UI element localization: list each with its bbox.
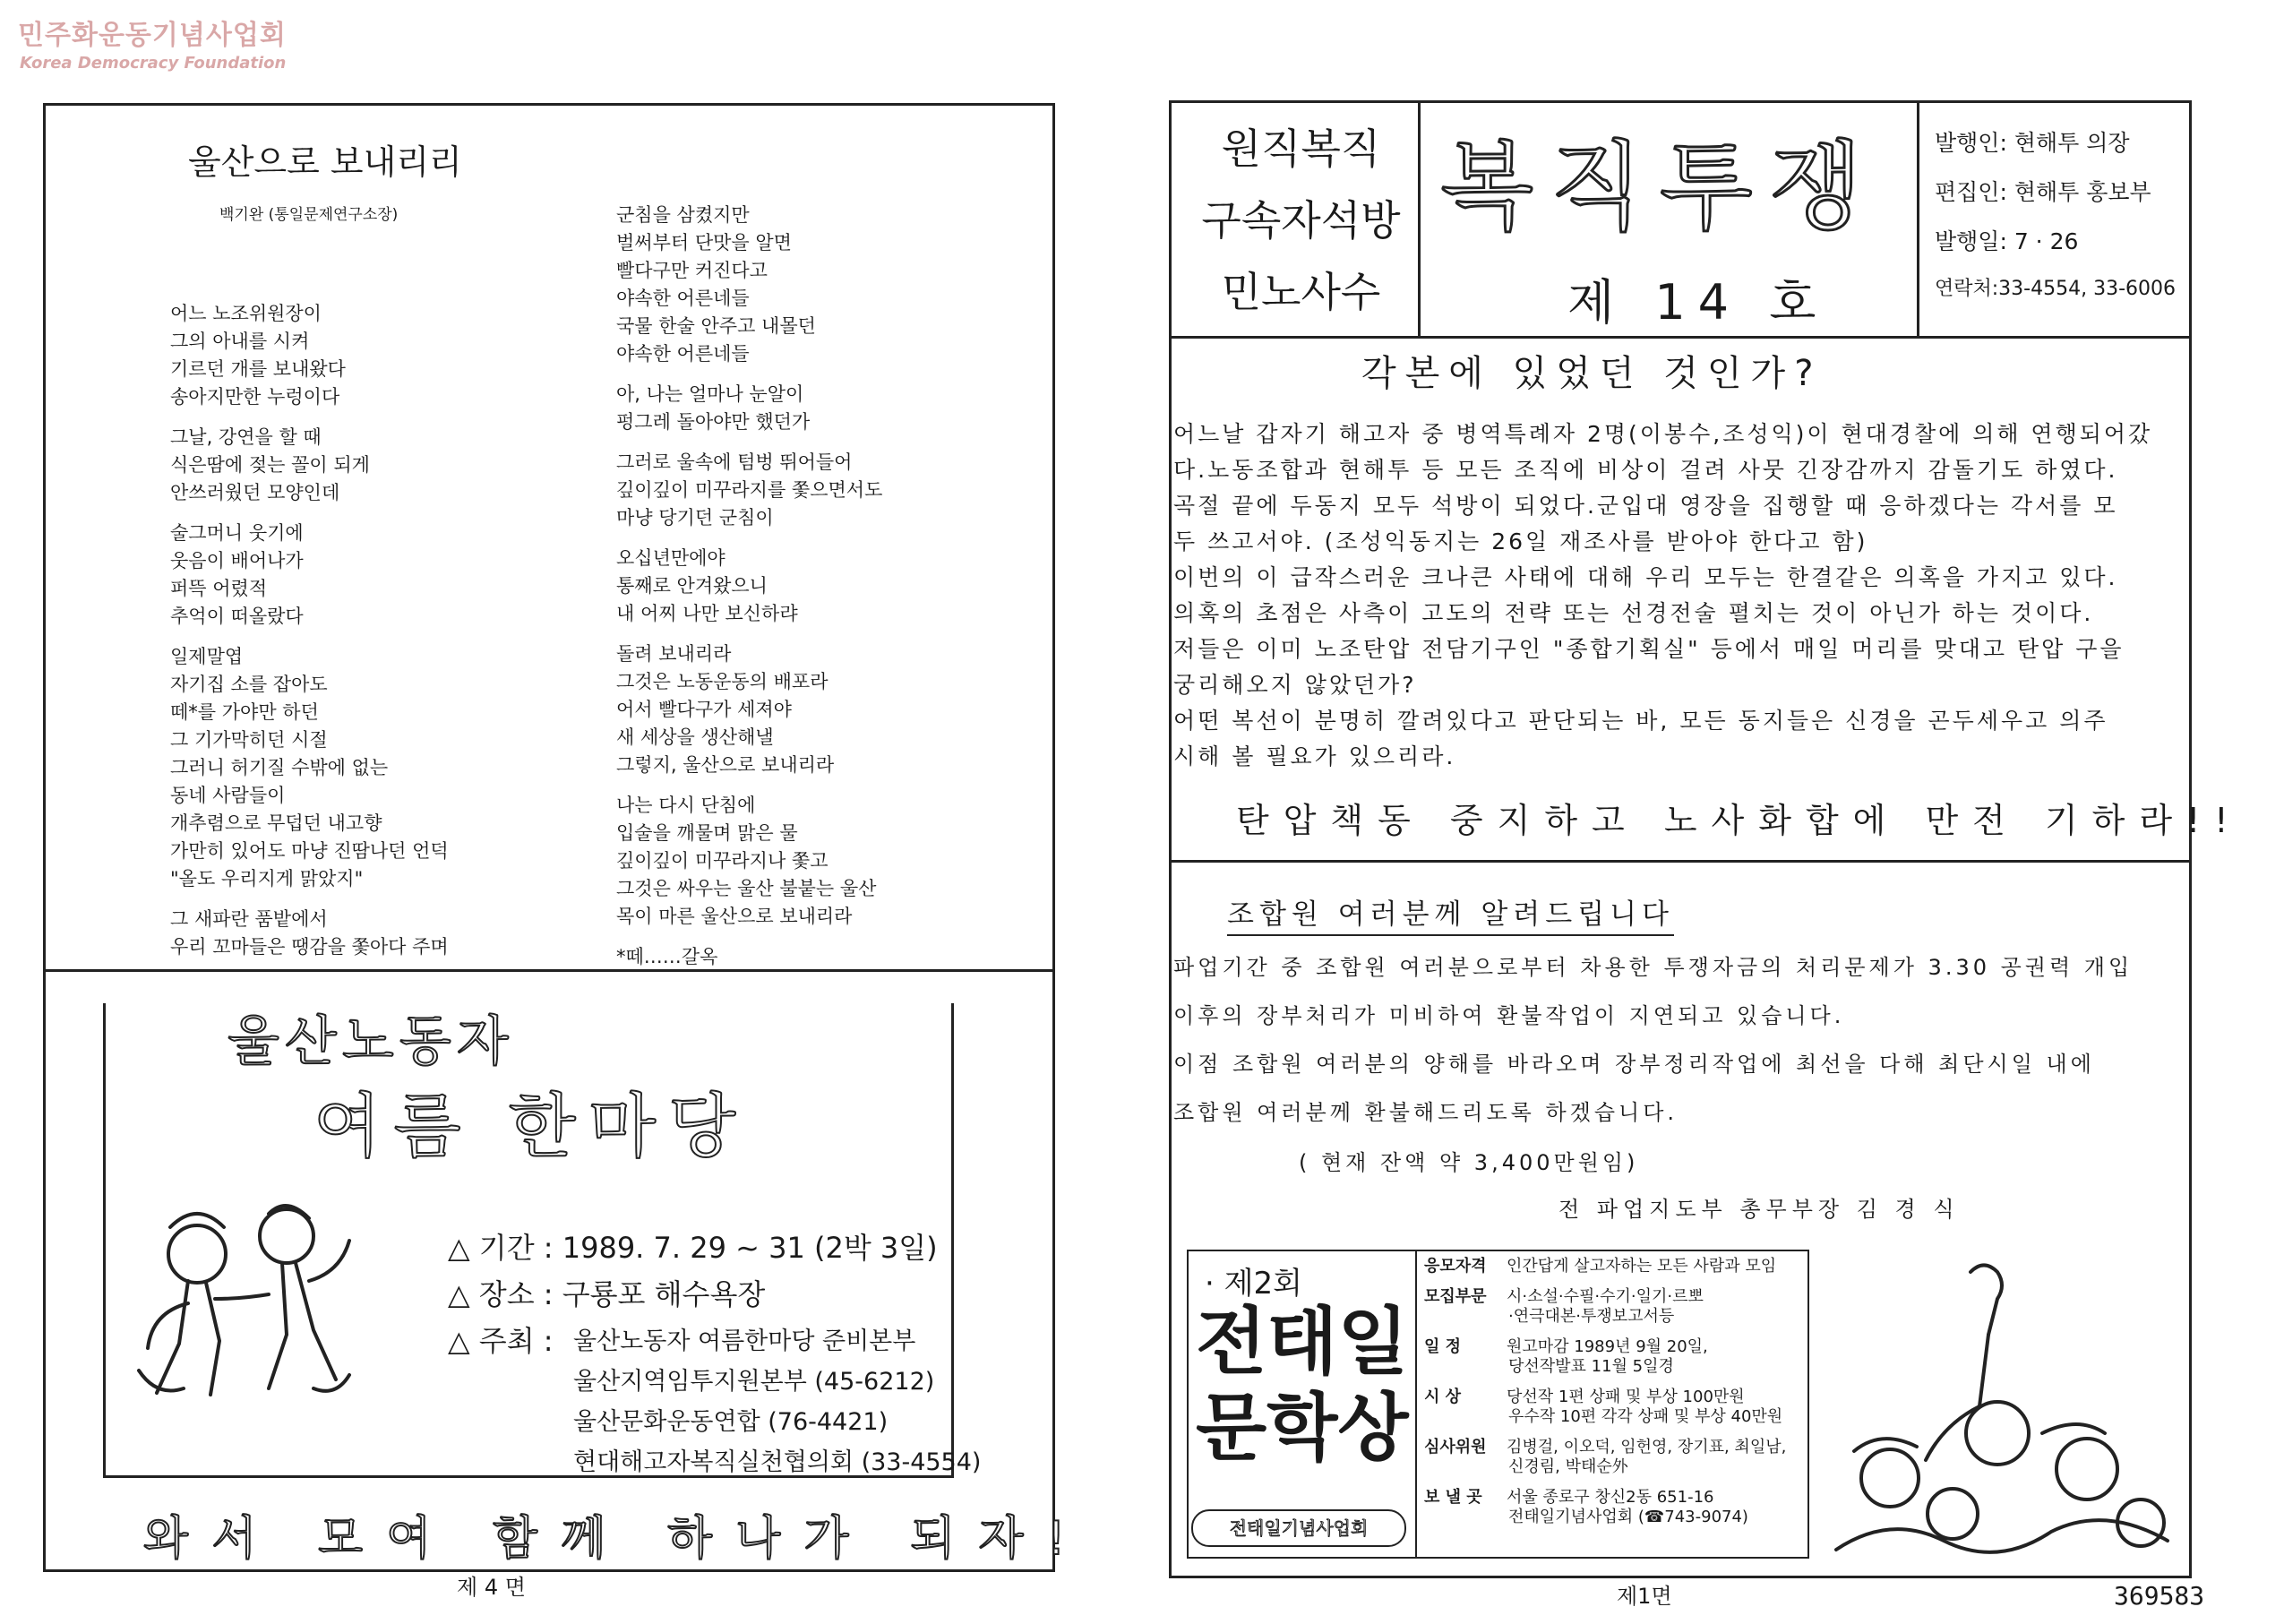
festival-place-value: 구룡포 해수욕장 [562,1277,766,1311]
poem-line: 어느 노조위원장이 [170,303,322,324]
festival-place [448,1272,765,1313]
poem-line: 동네 사람들이 [170,785,286,806]
festival-period-value: 1989. 7. 29 ~ 31 (2박 3일) [562,1231,938,1265]
poem-line: 깊이깊이 미꾸라지나 쫓고 [616,850,829,872]
poem-line: 가만히 있어도 마냥 진땀나던 언덕 [170,840,449,862]
award-detail-value: 시·소설·수필·수기·일기·르뽀 [1507,1287,1704,1306]
award-detail-value: 인간답게 살고자하는 모든 사람과 모임 [1507,1257,1777,1276]
poem-line: 새 세상을 생산해낼 [616,726,774,748]
article2-balance: ( 현재 잔액 약 3,400만원임) [1299,1150,1639,1175]
festival-host-label: △ 주최 : [448,1324,554,1358]
poem-line: 나는 다시 단침에 [616,795,756,816]
award-detail-label: 모집부문 [1424,1287,1487,1306]
poem-line: 돌려 보내리라 [616,643,732,665]
festival-host-1: 울산노동자 여름한마당 준비본부 [573,1328,916,1355]
poem-line: 그것은 싸우는 울산 불붙는 울산 [616,878,877,899]
award-detail-value: ·연극대본·투쟁보고서등 [1508,1307,1675,1326]
poem-line: 그것은 노동운동의 배포라 [616,671,829,692]
header-vdivider-2 [1917,100,1919,336]
poem-stanza [170,300,346,411]
poem-line: 마냥 당기던 군침이 [616,507,774,528]
article-line: 어떤 복선이 분명히 깔려있다고 판단되는 바, 모든 동지들은 신경을 곤두세우고 의주 [1173,708,2108,734]
poem-line: 그 새파란 품밭에서 [170,908,328,930]
poem-line: 군침을 삼켰지만 [616,204,750,226]
poem-stanza [616,202,816,368]
poem-line: 웃음이 배어나가 [170,550,304,571]
poem-line: 기르던 개를 보내왔다 [170,358,346,380]
article1-closing-slogan: 탄압책동 중지하고 노사화합에 만전 기하라!! [1236,801,2243,840]
poem-line: 야속한 어른네들 [616,288,750,309]
poem-stanza [170,520,304,631]
poem-stanza [616,545,798,628]
watermark-korean: 민주화운동기념사업회 [18,20,287,51]
article-line: 파업기간 중 조합원 여러분으로부터 차용한 투쟁자금의 처리문제가 3.30 공권력 개입 [1173,955,2134,980]
slogan-union: 민노사수 [1221,268,1381,316]
poem-stanza [170,424,370,507]
poem-line: 그렇지, 울산으로 보내리라 [616,754,835,776]
article2-headline: 조합원 여러분께 알려드립니다 [1227,891,1674,936]
poem-line: 벌써부터 단맛을 알면 [616,232,792,253]
award-detail-value: 서울 종로구 창신2동 651-16 [1507,1488,1714,1507]
poem-line: 입술을 깨물며 맑은 물 [616,822,798,844]
poem-line: 송아지만한 누렁이다 [170,386,340,408]
award-detail-value: 전태일기념사업회 (☎743-9074) [1508,1508,1748,1526]
article-line: 궁리해오지 않았던가? [1173,672,1417,698]
poem-line: 그날, 강연을 할 때 [170,426,322,448]
poem-line: 술그머니 웃기에 [170,522,304,544]
contact-line: 연락처:33-4554, 33-6006 [1935,278,2176,300]
poem-line: 그러로 울속에 텀벙 뛰어들어 [616,451,853,473]
poem-line: 안쓰러웠던 모양인데 [170,482,340,503]
poem-line: 자기집 소를 잡아도 [170,674,328,695]
award-detail-label: 응모자격 [1424,1257,1487,1276]
publisher-line: 발행인: 현해투 의장 [1935,130,2130,156]
festival-period-label: △ 기간 : [448,1231,554,1265]
poem-line: 야속한 어른네들 [616,343,750,365]
poem-title: 울산으로 보내리리 [188,142,462,182]
archive-serial-number: 369583 [2114,1581,2205,1611]
poem-line: 그 기가막히던 시절 [170,729,328,751]
award-organizer-stamp: 전태일기념사업회 [1191,1509,1406,1547]
poem-line: 아, 나는 얼마나 눈알이 [616,383,804,405]
festival-host-4: 현대해고자복직실천협의회 (33-4554) [573,1448,982,1476]
poem-line: 그러니 허기질 수밖에 없는 [170,757,389,778]
award-detail-row [1424,1337,1708,1377]
award-detail-value: 원고마감 1989년 9월 20일, [1507,1337,1708,1356]
article1-headline: 각본에 있었던 것인가? [1361,353,1823,394]
article-line: 다.노동조합과 현해투 등 모든 조직에 비상이 걸려 사뭇 긴장감까지 감돌기도 하였다. [1173,457,2118,483]
slogan-reinstatement: 원직복직 [1221,125,1381,173]
poem-stanza [616,943,717,971]
award-detail-row [1424,1388,1782,1427]
article2-signer: 전 파업지도부 총무부장 김 경 식 [1558,1197,1960,1222]
article-line: 이후의 장부처리가 미비하여 환불작업이 지연되고 있습니다. [1173,1003,1845,1028]
festival-place-label: △ 장소 : [448,1277,554,1311]
watermark-english: Korea Democracy Foundation [20,54,287,73]
award-name-line2: 문학상 [1196,1385,1409,1471]
poem-line: 오십년만에야 [616,547,726,569]
poem-stanza [170,643,449,893]
award-name-line1: 전태일 [1196,1299,1409,1385]
editor-line: 편집인: 현해투 홍보부 [1935,179,2151,205]
article-line: 조합원 여러분께 환불해드리도록 하겠습니다. [1173,1100,1679,1125]
award-box-divider [1415,1250,1417,1559]
poem-stanza [616,381,810,436]
poem-line: 추억이 떠올랐다 [170,606,304,627]
award-detail-row [1424,1287,1704,1327]
poem-line: 일제말엽 [170,646,244,667]
protest-crowd-illustration [1818,1254,2185,1559]
article-line: 어느날 갑자기 해고자 중 병역특례자 2명(이봉수,조성익)이 현대경찰에 의해 연행되어갔 [1173,421,2153,447]
poem-line: *떼……갈옥 [616,946,718,967]
article-line: 두 쓰고서야. (조성익동지는 26일 재조사를 받아야 한다고 함) [1173,528,1868,554]
festival-slogan: 와서 모여 함께 하나가 되자! [143,1512,1089,1566]
award-detail-value: 우수작 10편 각각 상패 및 부상 40만원 [1508,1407,1783,1426]
poem-divider [43,969,1055,972]
poem-line: 빨다구만 커진다고 [616,260,768,281]
award-edition: · 제2회 [1205,1266,1302,1302]
poem-line: 그의 아내를 시켜 [170,331,310,352]
poem-line: 퍼뜩 어렸적 [170,578,268,599]
festival-host-3: 울산문화운동연합 (76-4421) [573,1408,889,1436]
issue-number: 제 14 호 [1567,274,1829,331]
poem-line: 깊이깊이 미꾸라지를 쫓으면서도 [616,479,883,501]
header-vdivider-1 [1418,100,1421,336]
dancing-figures-illustration [134,1191,358,1424]
poem-line: 어서 빨다구가 세져야 [616,699,792,720]
slogan-release: 구속자석방 [1201,196,1401,245]
masthead: 복직투쟁 [1440,132,1879,244]
poem-line: 떼*를 가야만 하던 [170,701,319,723]
award-detail-label: 시 상 [1424,1388,1462,1406]
poem-line: 통째로 안겨왔으니 [616,575,768,597]
festival-host-2: 울산지역임투지원본부 (45-6212) [573,1368,935,1396]
article-line: 저들은 이미 노조탄압 전담기구인 "종합기획실" 등에서 매일 머리를 맞대고 탄압 구을 [1173,636,2125,662]
poem-line: "올도 우리지게 맑았지" [170,868,364,889]
poem-line: 개추렴으로 무덥던 내고향 [170,812,382,834]
poem-line: 내 어찌 나만 보신하랴 [616,603,798,624]
poem-line: 우리 꼬마들은 땡감을 쫓아다 주며 [170,936,449,958]
award-detail-label: 보 낼 곳 [1424,1488,1482,1507]
poem-author: 백기완 (통일문제연구소장) [219,206,399,224]
award-detail-value: 신경림, 박태순外 [1508,1457,1628,1476]
article-line: 이점 조합원 여러분의 양해를 바라오며 장부정리작업에 최선을 다해 최단시일 내에 [1173,1052,2095,1077]
festival-title-line1: 울산노동자 [215,999,527,1076]
article-divider [1169,860,2192,863]
poem-line: 펑그레 돌아야만 했던가 [616,411,811,433]
award-detail-value: 당선작발표 11월 5일경 [1508,1357,1674,1376]
award-detail-value: 김병걸, 이오덕, 임헌영, 장기표, 최일남, [1507,1438,1787,1456]
festival-title-line2: 여름 한마당 [313,1087,749,1167]
poem-stanza [170,906,449,961]
poem-stanza [616,792,876,931]
poem-line: 목이 마른 울산으로 보내리라 [616,906,853,927]
header-divider [1169,336,2192,339]
award-detail-label: 일 정 [1424,1337,1462,1356]
article-line: 의혹의 초점은 사측이 고도의 전략 또는 선경전술 펼치는 것이 아닌가 하는 것이다. [1173,600,2094,626]
publish-date-line: 발행일: 7 · 26 [1935,228,2079,254]
award-detail-row [1424,1257,1776,1276]
left-page-number: 제 4 면 [457,1575,526,1600]
award-detail-label: 심사위원 [1424,1438,1487,1456]
article-line: 시해 볼 필요가 있으리라. [1173,743,1456,769]
right-page-number: 제1면 [1617,1584,1672,1609]
poem-stanza [616,640,834,779]
article-line: 곡절 끝에 두동지 모두 석방이 되었다.군입대 영장을 집행할 때 응하겠다는 각서를 모 [1173,493,2118,519]
poem-line: 국물 한술 안주고 내몰던 [616,315,816,337]
poem-line: 식은땀에 젖는 꼴이 되게 [170,454,370,476]
poem-stanza [616,449,882,532]
award-detail-row [1424,1488,1748,1527]
award-detail-row [1424,1438,1786,1477]
article-line: 이번의 이 급작스러운 크나큰 사태에 대해 우리 모두는 한결같은 의혹을 가지고 있다. [1173,564,2118,590]
award-detail-value: 당선작 1편 상패 및 부상 100만원 [1507,1388,1745,1406]
festival-period [448,1225,938,1267]
award-name [1196,1299,1409,1471]
